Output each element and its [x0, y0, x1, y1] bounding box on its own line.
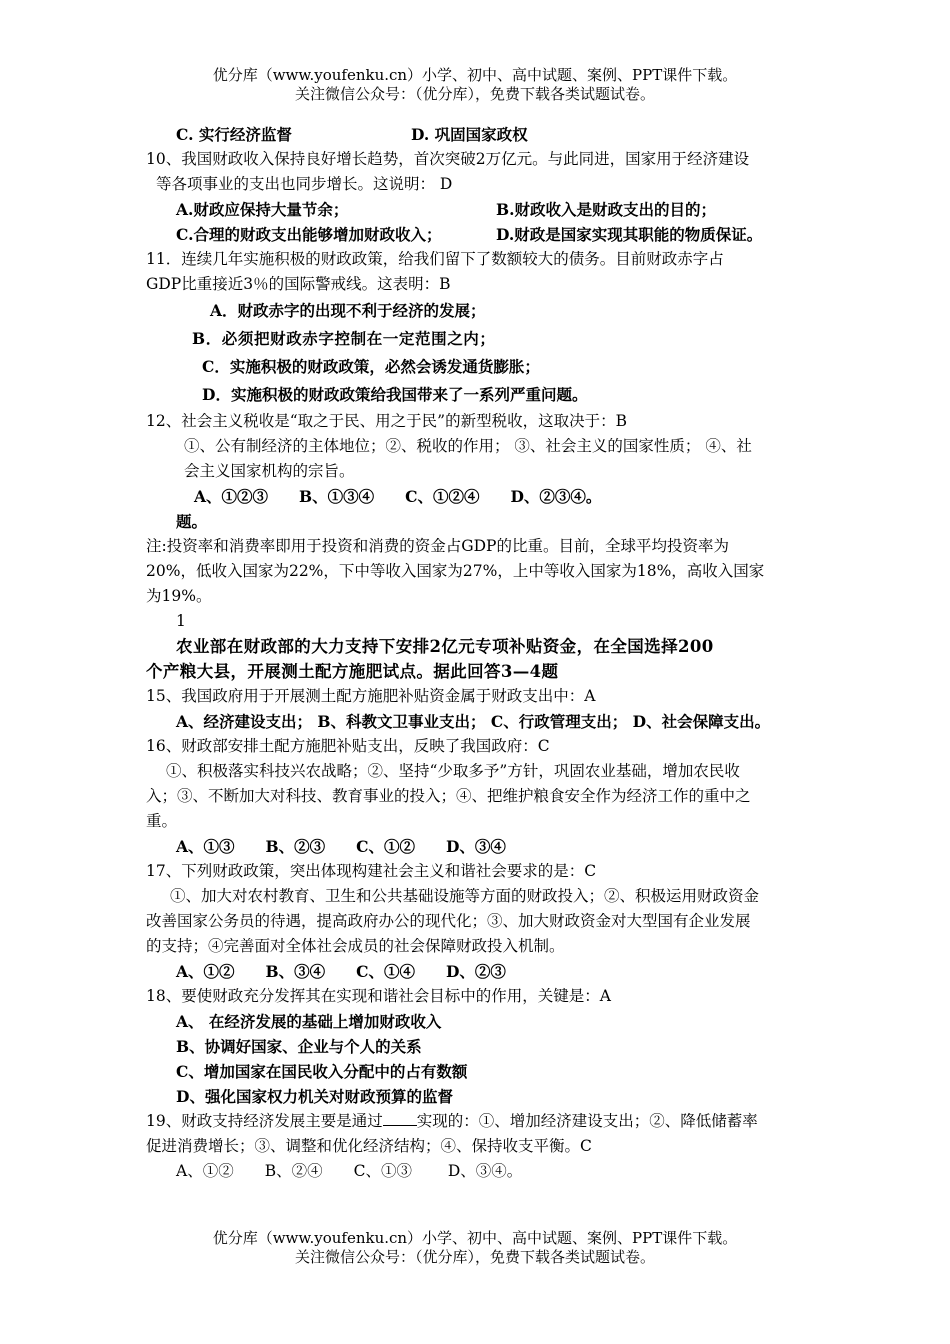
q19-stem-1 — [146, 1109, 814, 1134]
header-line-1: 优分库（www.youfenku.cn）小学、初中、高中试题、案例、PPT课件下载。 — [212, 66, 738, 84]
q16-options: A、①③ B、②③ C、①② D、③④ — [176, 837, 506, 856]
q16-stem: 16、财政部安排土配方施肥补贴支出，反映了我国政府：C — [146, 737, 550, 755]
document-body — [146, 122, 814, 1184]
q17-stem: 17、下列财政政策，突出体现构建社会主义和谐社会要求的是：C — [146, 862, 597, 880]
q10-option-d: D.财政是国家实现其职能的物质保证。 — [496, 225, 763, 244]
q17-options: A、①② B、③④ C、①④ D、②③ — [176, 962, 506, 981]
q10-option-b: B.财政收入是财政支出的目的； — [496, 200, 716, 219]
q10-option-c: C.合理的财政支出能够增加财政收入； — [176, 225, 442, 244]
footer-line-2: 关注微信公众号：（优分库），免费下载各类试题试卷。 — [294, 1248, 655, 1266]
q19-blank — [383, 1111, 417, 1126]
footer-line-1: 优分库（www.youfenku.cn）小学、初中、高中试题、案例、PPT课件下载。 — [212, 1229, 738, 1247]
q9-option-c: C. 实行经济监督 — [176, 125, 292, 144]
q12-stem: 12、社会主义税收是“取之于民、用之于民”的新型税收，这取决于：B — [146, 412, 627, 430]
q18-stem: 18、要使财政充分发挥其在实现和谐社会目标中的作用，关键是：A — [146, 987, 611, 1005]
q15-stem: 15、我国政府用于开展测土配方施肥补贴资金属于财政支出中：A — [146, 687, 596, 705]
q12-options: A、①②③ B、①③④ C、①②④ D、②③④。 — [194, 487, 602, 506]
q11-option-c: C．实施积极的财政政策，必然会诱发通货膨胀； — [202, 357, 540, 376]
note-line-1: 注:投资率和消费率即用于投资和消费的资金占GDP的比重。目前，全球平均投资率为 — [146, 537, 729, 555]
material-line-2: 个产粮大县，开展测土配方施肥试点。据此回答3—4题 — [146, 662, 559, 681]
q9-option-d: D. 巩固国家政权 — [411, 125, 528, 144]
q10-stem-2: 等各项事业的支出也同步增长。这说明： D — [156, 175, 453, 193]
note-number: 1 — [176, 612, 186, 630]
header-line-2: 关注微信公众号：（优分库），免费下载各类试题试卷。 — [294, 85, 655, 103]
q11-stem-1: 11．连续几年实施积极的财政政策，给我们留下了数额较大的债务。目前财政赤字占 — [146, 250, 724, 268]
q19-options: A、①② B、②④ C、①③ D、③④。 — [176, 1162, 523, 1180]
q12-fragment: 题。 — [176, 512, 208, 531]
question-9-options — [146, 122, 814, 147]
q19-stem-1b: 实现的：①、增加经济建设支出；②、降低储蓄率 — [416, 1112, 758, 1130]
q17-items-3: 的支持；④完善面对全体社会成员的社会保障财政投入机制。 — [146, 937, 565, 955]
q16-items-2: 入；③、不断加大对科技、教育事业的投入；④、把维护粮食安全作为经济工作的重中之 — [146, 787, 751, 805]
q11-option-d: D．实施积极的财政政策给我国带来了一系列严重问题。 — [202, 385, 588, 404]
q18-option-d: D、强化国家权力机关对财政预算的监督 — [176, 1087, 453, 1106]
q10-options-ab — [146, 197, 814, 222]
material-line-1: 农业部在财政部的大力支持下安排2亿元专项补贴资金，在全国选择200 — [176, 637, 714, 656]
q16-items-3: 重。 — [146, 812, 178, 830]
q12-items-2: 会主义国家机构的宗旨。 — [184, 462, 355, 480]
q11-option-a: A．财政赤字的出现不利于经济的发展； — [210, 301, 486, 320]
q16-items-1: ①、积极落实科技兴农战略；②、坚持“少取多予”方针，巩固农业基础，增加农民收 — [166, 762, 740, 780]
q18-option-a: A、 在经济发展的基础上增加财政收入 — [176, 1012, 442, 1031]
q18-option-b: B、协调好国家、企业与个人的关系 — [176, 1037, 422, 1056]
q19-stem-2: 促进消费增长；③、调整和优化经济结构；④、保持收支平衡。C — [146, 1137, 592, 1155]
q11-option-b: B．必须把财政赤字控制在一定范围之内； — [192, 329, 496, 348]
q11-stem-2: GDP比重接近3％的国际警戒线。这表明：B — [146, 275, 451, 293]
q10-options-cd — [146, 222, 814, 247]
q19-stem-1a: 19、财政支持经济发展主要是通过 — [146, 1112, 383, 1130]
note-line-3: 为19%。 — [146, 587, 212, 605]
page-footer — [0, 1229, 950, 1267]
q10-option-a: A.财政应保持大量节余； — [176, 200, 349, 219]
note-line-2: 20%，低收入国家为22%，下中等收入国家为27%，上中等收入国家为18%，高收入国家 — [146, 562, 765, 580]
q17-items-1: ①、加大对农村教育、卫生和公共基础设施等方面的财政投入；②、积极运用财政资金 — [170, 887, 760, 905]
q15-options: A、经济建设支出； B、科教文卫事业支出； C、行政管理支出； D、社会保障支出。 — [176, 712, 771, 731]
q18-option-c: C、增加国家在国民收入分配中的占有数额 — [176, 1062, 468, 1081]
q10-stem-1: 10、我国财政收入保持良好增长趋势，首次突破2万亿元。与此同进，国家用于经济建设 — [146, 150, 750, 168]
q17-items-2: 改善国家公务员的待遇，提高政府办公的现代化；③、加大财政资金对大型国有企业发展 — [146, 912, 751, 930]
q12-items-1: ①、公有制经济的主体地位；②、税收的作用； ③、社会主义的国家性质； ④、社 — [184, 437, 752, 455]
page-header — [0, 66, 950, 104]
